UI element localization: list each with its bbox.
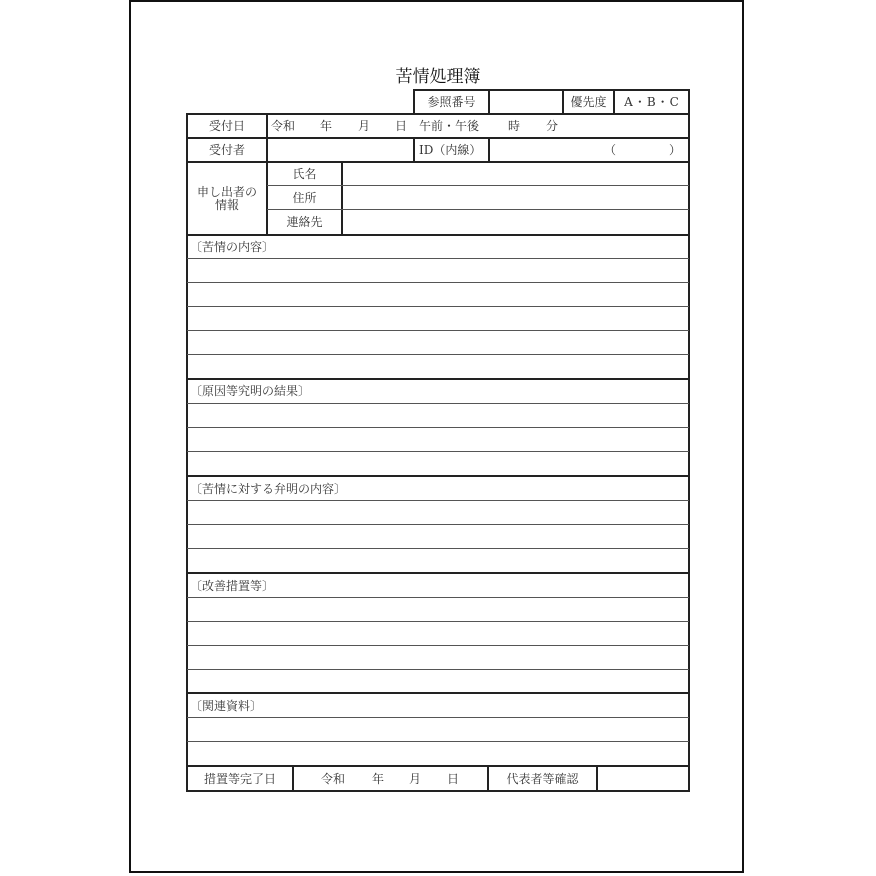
applicant-contact-label: 連絡先 xyxy=(286,215,323,229)
priority-label: 優先度 xyxy=(570,95,607,109)
completion-date-label: 措置等完了日 xyxy=(203,772,276,786)
reception-era: 令和 xyxy=(271,119,296,133)
section-divider xyxy=(186,378,690,380)
reception-month[interactable]: 月 xyxy=(358,119,371,133)
receiver-label: 受付者 xyxy=(208,143,245,157)
form-title: 苦情処理簿 xyxy=(395,67,481,87)
reference-number-label: 参照番号 xyxy=(427,95,476,109)
reception-minute[interactable]: 分 xyxy=(546,119,559,133)
section-divider xyxy=(186,475,690,477)
reception-date-label: 受付日 xyxy=(208,119,245,133)
applicant-name-label: 氏名 xyxy=(292,167,317,181)
row-divider xyxy=(186,137,690,139)
id-paren-close: ） xyxy=(669,143,682,157)
complaint-content-area[interactable] xyxy=(188,259,688,377)
completion-year[interactable]: 年 xyxy=(372,772,385,786)
id-paren-open: （ xyxy=(604,143,617,157)
section-divider xyxy=(186,572,690,574)
section-divider xyxy=(186,765,690,767)
reception-year[interactable]: 年 xyxy=(320,119,333,133)
footer-divider xyxy=(292,765,294,792)
header-divider xyxy=(488,89,490,115)
applicant-row-divider xyxy=(267,185,689,186)
applicant-row-divider xyxy=(267,209,689,210)
footer-divider xyxy=(596,765,598,792)
receiver-id-divider xyxy=(488,137,490,163)
section-materials-heading: 〔関連資料〕 xyxy=(190,699,263,713)
representative-confirm-label: 代表者等確認 xyxy=(506,772,579,786)
id-extension-label: ID（内線） xyxy=(419,143,482,157)
reception-hour[interactable]: 時 xyxy=(508,119,521,133)
table-bottom-border xyxy=(186,790,690,792)
section-improvement-heading: 〔改善措置等〕 xyxy=(190,579,275,593)
completion-month[interactable]: 月 xyxy=(409,772,422,786)
section-explanation-heading: 〔苦情に対する弁明の内容〕 xyxy=(190,482,347,496)
table-right-border xyxy=(688,89,690,792)
applicant-label-line2: 情報 xyxy=(214,198,239,212)
applicant-address-label: 住所 xyxy=(292,191,317,205)
completion-day[interactable]: 日 xyxy=(447,772,460,786)
improvement-content-area[interactable] xyxy=(188,598,688,692)
cause-result-area[interactable] xyxy=(188,404,688,475)
header-top-border xyxy=(413,89,689,91)
section-complaint-heading: 〔苦情の内容〕 xyxy=(190,240,275,254)
row-divider xyxy=(186,161,690,163)
reception-day[interactable]: 日 xyxy=(395,119,408,133)
applicant-inner-divider xyxy=(341,161,343,236)
priority-options[interactable]: A・B・C xyxy=(624,95,680,109)
reception-ampm[interactable]: 午前・午後 xyxy=(419,119,480,133)
explanation-content-area[interactable] xyxy=(188,501,688,572)
section-cause-heading: 〔原因等究明の結果〕 xyxy=(190,384,311,398)
row-divider xyxy=(186,234,690,236)
receiver-id-divider xyxy=(413,137,415,163)
completion-era: 令和 xyxy=(321,772,346,786)
table-top-border xyxy=(186,113,690,115)
materials-content-area[interactable] xyxy=(188,718,688,765)
section-divider xyxy=(186,692,690,694)
applicant-label-line1: 申し出者の xyxy=(196,185,257,199)
